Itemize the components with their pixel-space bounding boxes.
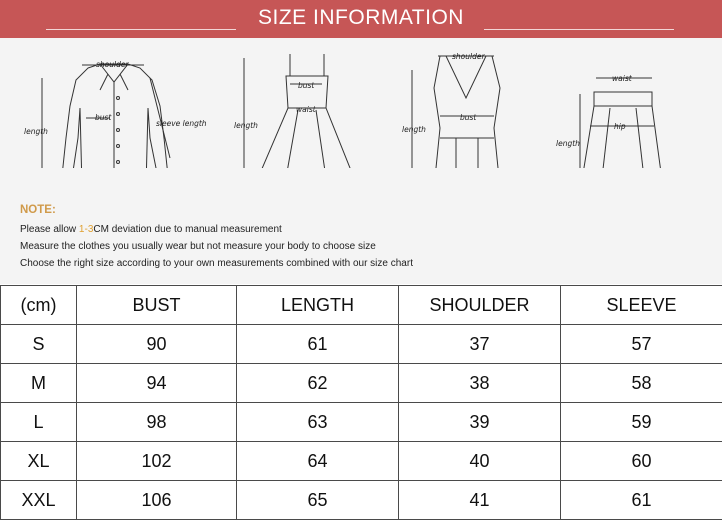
diagram-labels	[0, 38, 722, 198]
shirt-length-label: length	[24, 127, 48, 136]
table-cell: 64	[237, 442, 399, 481]
table-cell: 41	[399, 481, 561, 520]
header-cell-length: LENGTH	[237, 286, 399, 325]
table-cell: 59	[561, 403, 722, 442]
header-banner	[0, 0, 722, 38]
dress-waist-label: waist	[296, 105, 316, 114]
dress-bust-label: bust	[298, 81, 315, 90]
table-header-row	[1, 286, 722, 325]
table-cell: 60	[561, 442, 722, 481]
table-row	[1, 481, 722, 520]
tank-length-label: length	[402, 125, 426, 134]
header-cell-sleeve: SLEEVE	[561, 286, 722, 325]
shirt-shoulder-label: shoulder	[96, 60, 129, 69]
table-cell: 38	[399, 364, 561, 403]
size-table	[0, 285, 722, 520]
note-line-2: Measure the clothes you usually wear but not measure your body to choose size	[20, 241, 376, 252]
skirt-hip-label: hip	[614, 122, 626, 131]
note-block	[20, 204, 413, 275]
table-cell: 62	[237, 364, 399, 403]
tank-bust-label: bust	[460, 113, 477, 122]
table-cell: M	[1, 364, 77, 403]
table-cell: 61	[237, 325, 399, 364]
note-line-1-post: CM deviation due to manual measurement	[93, 224, 282, 235]
table-cell: 65	[237, 481, 399, 520]
table-cell: 94	[77, 364, 237, 403]
note-line-1-pre: Please allow	[20, 224, 79, 235]
table-cell: S	[1, 325, 77, 364]
tank-shoulder-label: shoulder	[452, 52, 485, 61]
header-cell-bust: BUST	[77, 286, 237, 325]
shirt-sleeve-label: sleeve length	[156, 119, 207, 128]
note-heading: NOTE:	[20, 204, 56, 216]
table-cell: 57	[561, 325, 722, 364]
header-cell-unit: (cm)	[1, 286, 77, 325]
note-line-1-highlight: 1-3	[78, 224, 94, 235]
table-row	[1, 442, 722, 481]
dress-length-label: length	[234, 121, 258, 130]
skirt-waist-label: waist	[612, 74, 632, 83]
skirt-length-label: length	[556, 139, 580, 148]
table-cell: 40	[399, 442, 561, 481]
table-cell: 106	[77, 481, 237, 520]
table-row	[1, 364, 722, 403]
table-cell: L	[1, 403, 77, 442]
table-row	[1, 325, 722, 364]
table-cell: 63	[237, 403, 399, 442]
table-cell: 61	[561, 481, 722, 520]
table-cell: XXL	[1, 481, 77, 520]
page-title: SIZE INFORMATION	[258, 6, 464, 29]
shirt-bust-label: bust	[95, 113, 112, 122]
note-line-3: Choose the right size according to your own measurements combined with our size chart	[20, 258, 413, 269]
table-cell: 39	[399, 403, 561, 442]
table-cell: 90	[77, 325, 237, 364]
table-cell: 102	[77, 442, 237, 481]
header-cell-shoulder: SHOULDER	[399, 286, 561, 325]
measurement-illustrations	[0, 38, 722, 284]
table-cell: 58	[561, 364, 722, 403]
note-line-1	[20, 224, 413, 235]
table-cell: 98	[77, 403, 237, 442]
table-cell: 37	[399, 325, 561, 364]
table-cell: XL	[1, 442, 77, 481]
table-row	[1, 403, 722, 442]
